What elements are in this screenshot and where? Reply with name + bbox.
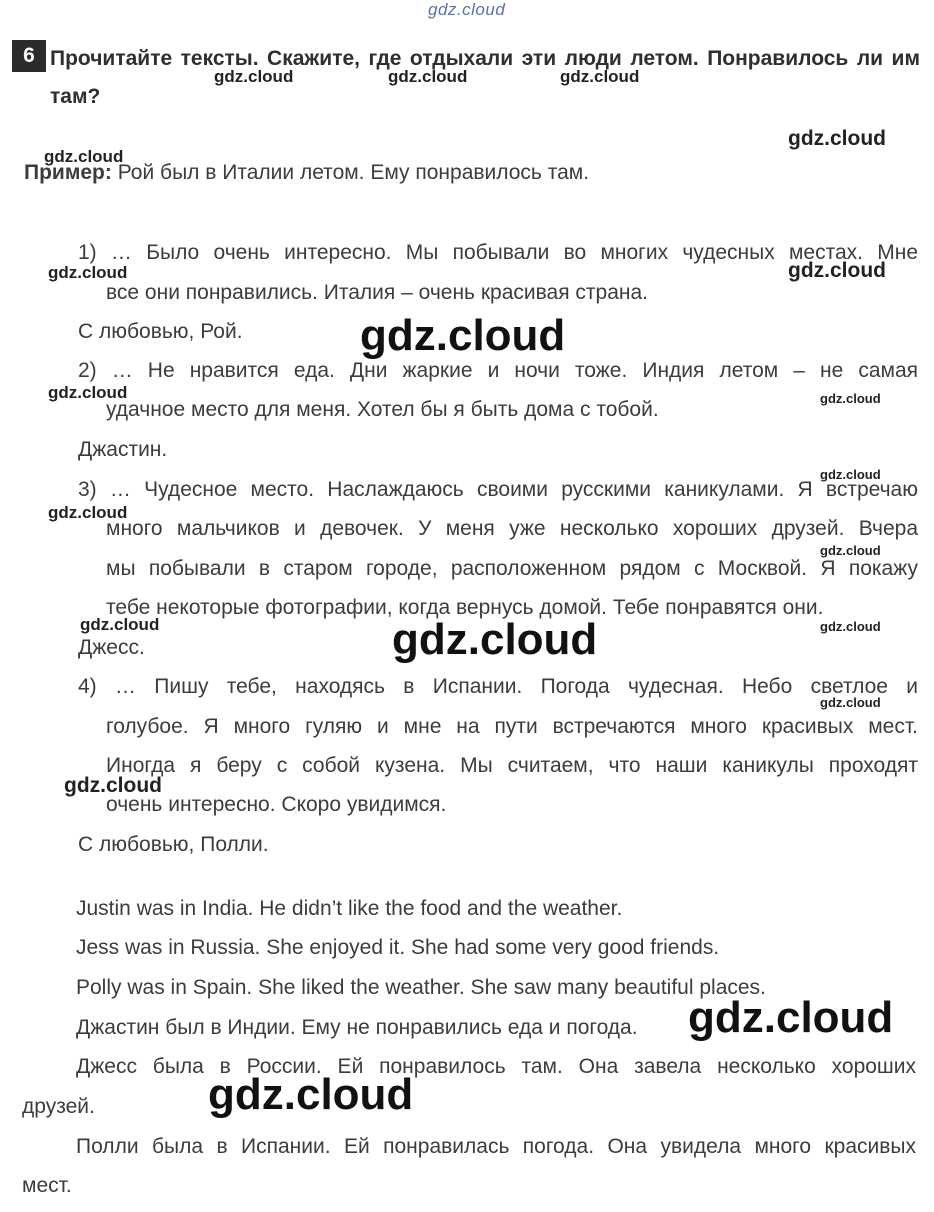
watermark: gdz.cloud (788, 259, 886, 282)
watermark: gdz.cloud (560, 67, 640, 86)
watermark: gdz.cloud (360, 311, 566, 360)
example-text: Рой был в Италии летом. Ему понравилось там. (117, 161, 590, 184)
answer-ru-1-line-1: Джастин был в Индии. Ему не понравились еда и погода. (76, 1016, 638, 1039)
letter-4-signature: С любовью, Полли. (78, 833, 269, 856)
letter-4-line-2: голубое. Я много гуляю и мне на пути встречаются много красивых мест. (106, 715, 918, 738)
answer-en-1: Justin was in India. He didn’t like the food and the weather. (76, 897, 623, 920)
letter-4-line-3: Иногда я беру с собой кузена. Мы считаем, что наши каникулы проходят (106, 754, 918, 777)
watermark: gdz.cloud (820, 391, 881, 406)
watermark: gdz.cloud (820, 695, 881, 710)
watermark: gdz.cloud (820, 467, 881, 482)
letter-3-signature: Джесс. (78, 636, 145, 659)
letter-3-line-2: много мальчиков и девочек. У меня уже несколько хороших друзей. Вчера (106, 517, 918, 540)
letter-2-line-1: 2) … Не нравится еда. Дни жаркие и ночи тоже. Индия летом – не самая (78, 359, 918, 382)
letter-3-line-4: тебе некоторые фотографии, когда вернусь домой. Тебе понравятся они. (106, 596, 824, 619)
watermark: gdz.cloud (48, 263, 128, 282)
task-number-badge: 6 (12, 40, 46, 72)
letter-1-line-2: все они понравились. Италия – очень красивая страна. (106, 281, 649, 304)
top-watermark: gdz.cloud (428, 0, 506, 19)
watermark: gdz.cloud (820, 543, 881, 558)
watermark: gdz.cloud (392, 615, 598, 664)
letter-4-line-4: очень интересно. Скоро увидимся. (106, 793, 447, 816)
watermark: gdz.cloud (788, 127, 886, 150)
answer-ru-3-line-2: мест. (22, 1174, 72, 1197)
watermark: gdz.cloud (688, 993, 894, 1042)
watermark: gdz.cloud (388, 67, 468, 86)
answer-en-3: Polly was in Spain. She liked the weather. She saw many beautiful places. (76, 976, 766, 999)
watermark: gdz.cloud (820, 619, 881, 634)
task-title: Прочитайте тексты. Скажите, где отдыхали эти люди летом. Понравилось ли им там? (50, 47, 920, 108)
letter-4-line-1: 4) … Пишу тебе, находясь в Испании. Погода чудесная. Небо светлое и (78, 675, 918, 698)
watermark: gdz.cloud (214, 67, 294, 86)
watermark: gdz.cloud (48, 383, 128, 402)
answer-ru-2-line-1: Джесс была в России. Ей понравилось там. Она завела несколько хороших (76, 1055, 916, 1078)
letter-3-line-3: мы побывали в старом городе, расположенном рядом с Москвой. Я покажу (106, 557, 918, 580)
watermark: gdz.cloud (44, 147, 124, 166)
letter-2-line-2: удачное место для меня. Хотел бы я быть дома с тобой. (106, 398, 659, 421)
example-label: Пример: (24, 161, 112, 184)
watermark: gdz.cloud (48, 503, 128, 522)
letter-1-signature: С любовью, Рой. (78, 320, 243, 343)
letter-3-line-1: 3) … Чудесное место. Наслаждаюсь своими русскими каникулами. Я встречаю (78, 478, 918, 501)
answer-en-2: Jess was in Russia. She enjoyed it. She had some very good friends. (76, 936, 720, 959)
letter-2-signature: Джастин. (78, 438, 168, 461)
answer-ru-2-line-2: друзей. (22, 1095, 95, 1118)
watermark: gdz.cloud (64, 774, 162, 797)
answer-ru-3-line-1: Полли была в Испании. Ей понравилась погода. Она увидела много красивых (76, 1135, 916, 1158)
letter-1-line-1: 1) … Было очень интересно. Мы побывали во многих чудесных местах. Мне (78, 241, 918, 264)
watermark: gdz.cloud (80, 615, 160, 634)
watermark: gdz.cloud (208, 1070, 414, 1119)
